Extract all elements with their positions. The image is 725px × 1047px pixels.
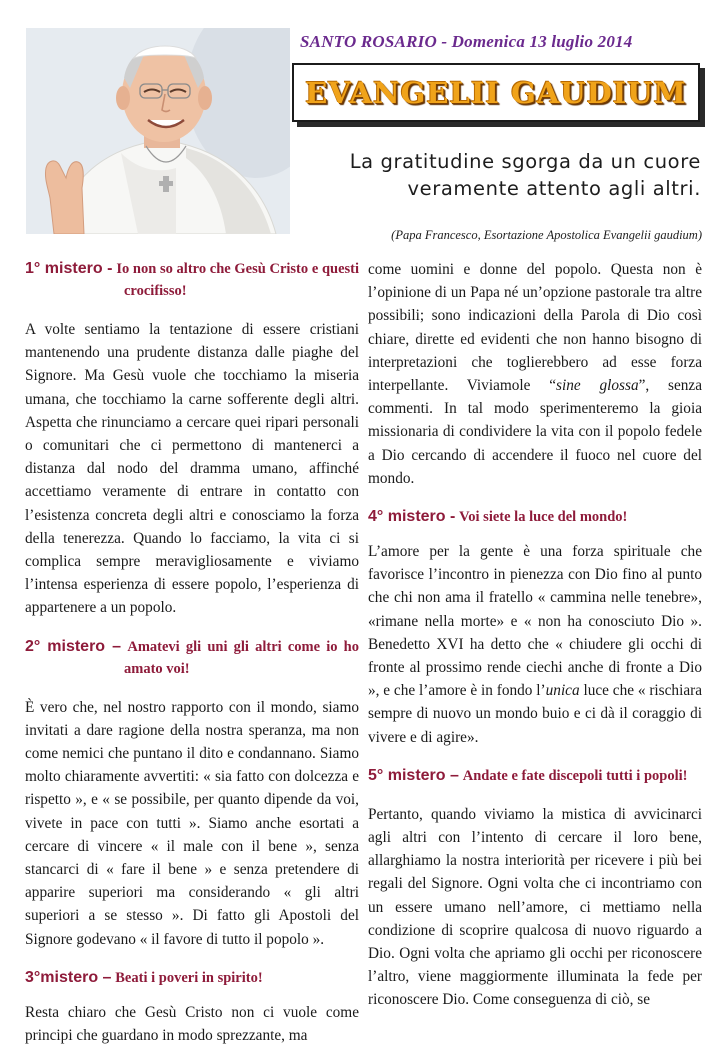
mystery-1-title: Io non so altro che Gesù Cristo e questi crocifisso!: [116, 261, 360, 299]
mystery-5-title: Andate e fate discepoli tutti i popoli!: [462, 767, 688, 784]
left-column: [25, 258, 359, 1047]
mystery-1-text: A volte sentiamo la tentazione di essere cristiani mantenendo una prudente distanza dalle piaghe del Signore. Ma Gesù vuole che tocchiamo la miseria umana, che tocchiamo la carne sofferente degli altri. Aspetta che rinunciamo a cercare quei ripari personali o comunitari che ci permettono di mantenerci a distanza dal nodo del dramma umano, affinché accettiamo veramente di entrare in contatto con l’esistenza concreta degli altri e conosciamo la forza della tenerezza. Quando lo facciamo, la vita ci si complica sempre meravigliosamente e viviamo l’intensa esperienza di essere popolo, l’esperienza di appartenere a un popolo.: [25, 321, 359, 617]
mystery-3-title: Beati i poveri in spirito!: [115, 969, 263, 986]
mystery-2-heading: [25, 636, 359, 680]
mystery-5-label: 5° mistero –: [368, 766, 459, 784]
mystery-5-heading: [368, 765, 702, 787]
mystery-3-heading: [25, 967, 359, 989]
pope-portrait-illustration: [26, 28, 290, 234]
mystery-1-heading: [25, 258, 359, 302]
mystery-2-label: 2° mistero –: [25, 637, 121, 655]
quote-source: (Papa Francesco, Esortazione Apostolica Evangelii gaudium): [391, 228, 702, 242]
mystery-3-text-start: Resta chiaro che Gesù Cristo non ci vuole come principi che guardano in modo sprezzante, ma: [25, 1003, 359, 1045]
mystery-4-text: [368, 540, 702, 749]
mystery-4-text-part2: luce che « rischiara sempre di nuovo un mondo buio e ci dà il coraggio di vivere e di agire».: [368, 682, 702, 746]
mystery-4-label: 4° mistero -: [368, 508, 456, 526]
mystery-3-text-part1: come uomini e donne del popolo. Questa non è l’opinione di un Papa né un’opzione pastorale tra altre possibili; sono indicazioni della Parola di Dio così chiare, dirette ed evidenti che non hanno bisogno di interpretazioni che toglierebbero ad esse forza interpellante. Viviamole “: [368, 261, 702, 395]
mystery-5-text: Pertanto, quando viviamo la mistica di avvicinarci agli altri con l’intento di cercare il loro bene, allarghiamo la nostra interiorità per ricevere i più bei regali del Signore. Ogni volta che ci incontriamo con un essere umano nell’amore, ci mettiamo nella condizione di scoprire qualcosa di nuovo riguardo a Dio. Ogni volta che apriamo gli occhi per riconoscere l’altro, viene maggiormente illuminata la fede per riconoscere Dio. Come conseguenza di ciò, se: [368, 805, 702, 1009]
mystery-3-label: 3°mistero –: [25, 968, 112, 986]
mystery-4-text-emphasis: unica: [545, 682, 580, 700]
pope-photo: [26, 28, 290, 234]
mystery-1-label: 1° mistero -: [25, 260, 113, 277]
mystery-4-heading: [368, 506, 702, 528]
date-line: SANTO ROSARIO - Domenica 13 luglio 2014: [300, 32, 633, 51]
page-title: EVANGELII GAUDIUM: [305, 75, 687, 110]
mystery-4-title: Voi siete la luce del mondo!: [459, 509, 628, 526]
mystery-2-title: Amatevi gli uni gli altri come io ho amato voi!: [124, 638, 359, 677]
mystery-4-text-part1: L’amore per la gente è una forza spirituale che favorisce l’incontro in pienezza con Dio fino al punto che chi non ama il fratello « cammina nelle tenebre», «rimane nella morte» e « non ha conosciuto Dio ». Benedetto XVI ha detto che « chiudere gli occhi di fronte al prossimo rende ciechi anche di fronte a Dio », e che l’amore è in fondo l’: [368, 543, 702, 700]
pope-quote: La gratitudine sgorga da un cuore veramente attento agli altri.: [349, 150, 701, 200]
right-column: [368, 258, 702, 1012]
mystery-3-text-emphasis: sine glossa: [556, 377, 639, 395]
title-banner: [292, 63, 700, 122]
mystery-2-text: È vero che, nel nostro rapporto con il mondo, siamo invitati a dare ragione della nostra speranza, ma non come nemici che puntano il dito e condannano. Siamo molto chiaramente avvertiti: « sia fatto con dolcezza e rispetto », e « se possibile, per quanto dipende da voi, vivete in pace con tutti ». Siamo anche esortati a cercare di vincere « il male con il bene », senza stancarci di « fare il bene » e senza pretendere di apparire superiori ma considerando « gli altri superiori a se stesso ». Di fatto gli Apostoli del Signore godevano « il favore di tutto il popolo ».: [25, 698, 359, 948]
mystery-3-text-continued: [368, 258, 702, 490]
mystery-3-text-part2: ”, senza commenti. In tal modo sperimenteremo la gioia missionaria di condividere la vita con il popolo fedele a Dio cercando di accendere il fuoco nel cuore del mondo.: [368, 377, 702, 487]
